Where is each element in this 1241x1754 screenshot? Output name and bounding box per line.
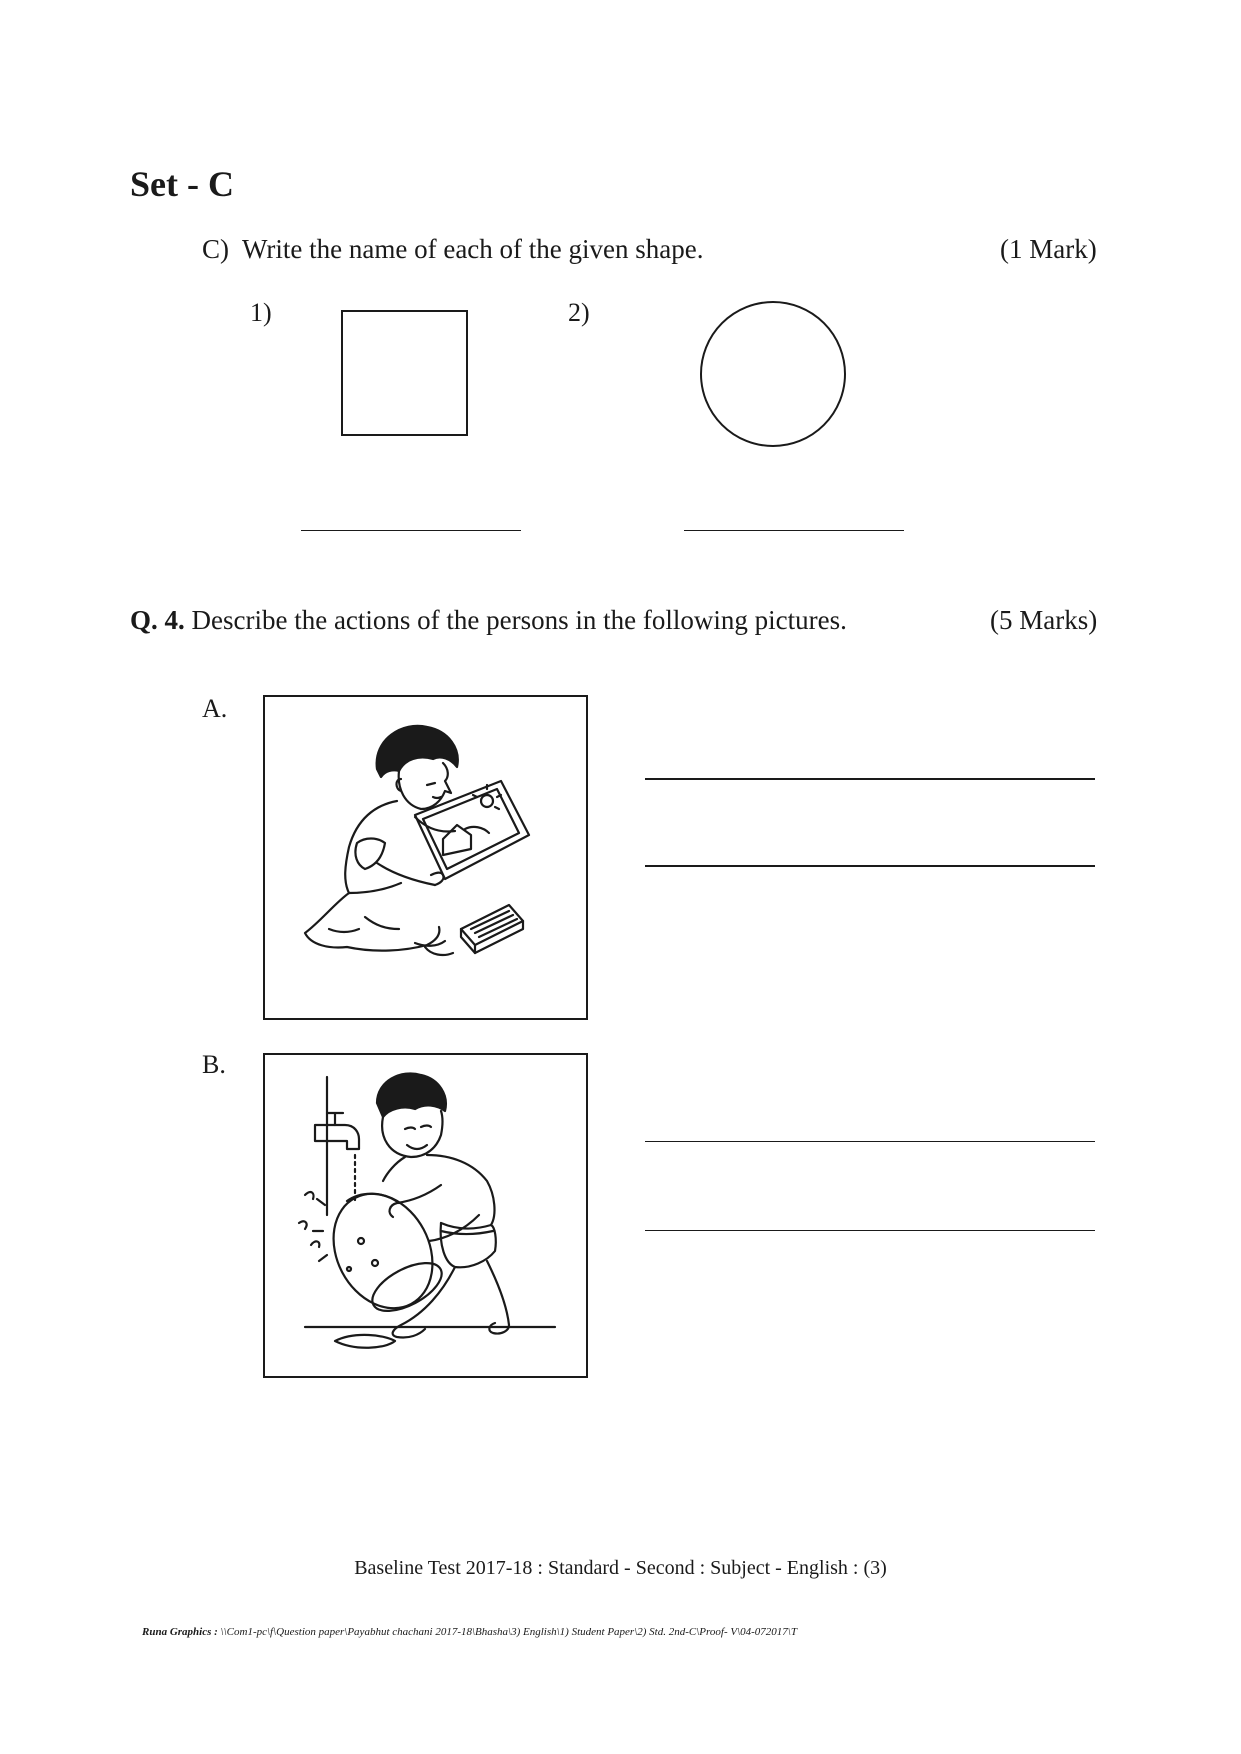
answer-line-a-2[interactable] (645, 865, 1095, 867)
answer-blank-shape-2[interactable] (684, 530, 904, 531)
set-title: Set - C (130, 164, 234, 204)
question-4-prompt: Describe the actions of the persons in the following pictures. (191, 605, 847, 635)
picture-b-frame (263, 1053, 588, 1378)
shape-item-2-number: 2) (568, 298, 590, 327)
page-footer: Baseline Test 2017-18 : Standard - Second : Subject - English : (3) (354, 1557, 887, 1579)
answer-line-b-2[interactable] (645, 1230, 1095, 1231)
picture-a-frame (263, 695, 588, 1020)
answer-blank-shape-1[interactable] (301, 530, 521, 531)
question-c-label: C) (202, 234, 229, 264)
question-4-text (130, 607, 847, 634)
question-c-marks: (1 Mark) (1000, 234, 1097, 264)
circle-shape-icon (700, 301, 846, 447)
child-drawing-on-slate-icon (265, 697, 586, 1018)
print-credit (142, 1627, 797, 1638)
picture-b-label: B. (202, 1050, 226, 1079)
print-credit-path: \\Com1-pc\f\Question paper\Payabhut chachani 2017-18\Bhasha\3) English\1) Student Paper\2) Std. 2nd-C\Proof- V\04-072017\T (220, 1626, 797, 1638)
question-4-number: Q. 4. (130, 605, 185, 635)
picture-a-label: A. (202, 694, 228, 723)
answer-line-a-1[interactable] (645, 778, 1095, 780)
child-washing-pot-at-tap-icon (265, 1055, 586, 1376)
square-shape-icon (341, 310, 468, 436)
print-credit-brand: Runa Graphics : (142, 1626, 218, 1638)
shape-item-1-number: 1) (250, 298, 272, 327)
answer-line-b-1[interactable] (645, 1141, 1095, 1142)
question-c-prompt: Write the name of each of the given shape. (242, 234, 704, 264)
question-c-text (202, 236, 703, 263)
question-4-marks: (5 Marks) (990, 605, 1098, 635)
